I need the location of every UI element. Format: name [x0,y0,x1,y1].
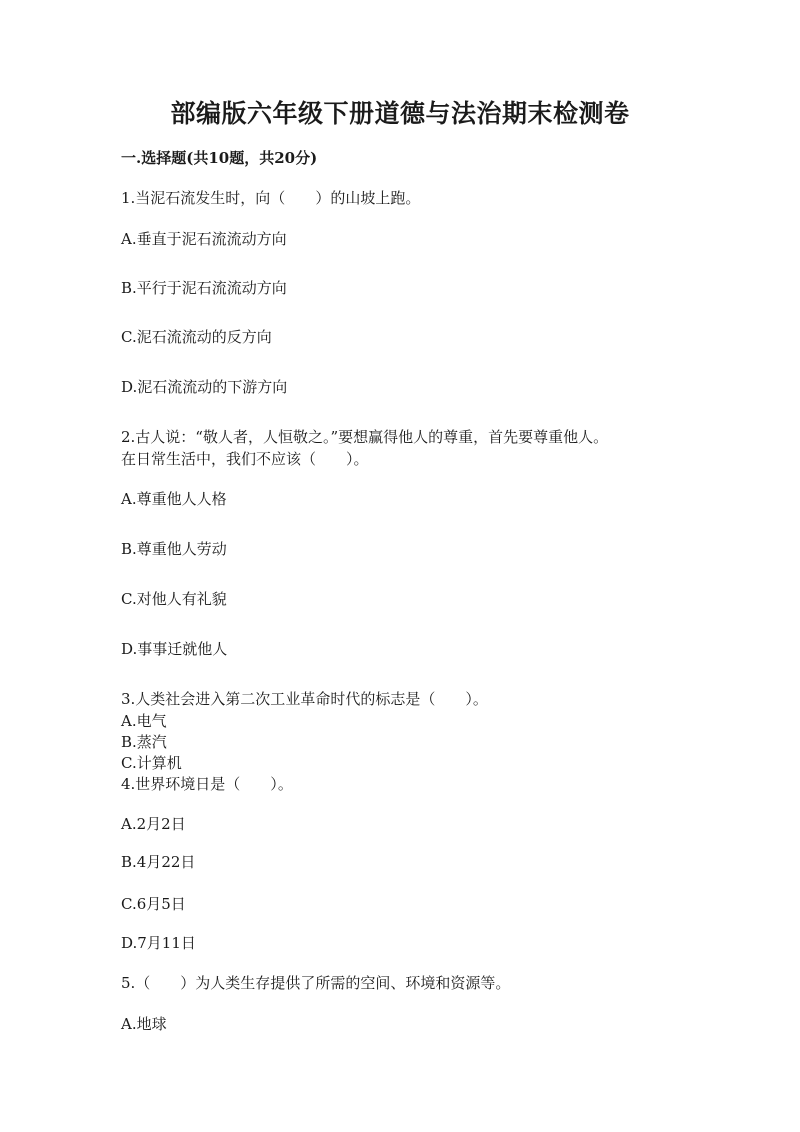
question-3-option-c: C.计算机 [121,754,182,772]
question-4-option-b: B.4月22日 [121,853,196,871]
question-3-stem: 3.人类社会进入第二次工业革命时代的标志是（ ）。 [121,690,488,708]
question-1-option-d: D.泥石流流动的下游方向 [121,378,288,396]
question-2-option-b: B.尊重他人劳动 [121,540,227,558]
question-2-option-d: D.事事迁就他人 [121,640,228,658]
question-2-stem-line-2: 在日常生活中，我们不应该（ ）。 [121,450,369,468]
question-5-stem: 5.（ ）为人类生存提供了所需的空间、环境和资源等。 [121,974,511,992]
question-4-option-d: D.7月11日 [121,934,196,952]
question-5-option-a: A.地球 [121,1015,167,1033]
question-2-option-a: A.尊重他人人格 [121,490,227,508]
question-2-stem-line-1: 2.古人说：“敬人者，人恒敬之。”要想赢得他人的尊重，首先要尊重他人。 [121,428,609,446]
question-4-option-c: C.6月5日 [121,895,186,913]
question-1-option-b: B.平行于泥石流流动方向 [121,279,287,297]
question-3-option-a: A.电气 [121,712,167,730]
question-4-option-a: A.2月2日 [121,815,186,833]
section-heading: 一.选择题(共10题，共20分) [121,149,318,167]
question-1-option-a: A.垂直于泥石流流动方向 [121,230,287,248]
question-1-option-c: C.泥石流流动的反方向 [121,328,272,346]
question-2-option-c: C.对他人有礼貌 [121,590,227,608]
exam-title: 部编版六年级下册道德与法治期末检测卷 [170,99,630,128]
question-4-stem: 4.世界环境日是（ ）。 [121,775,293,793]
question-1-stem: 1.当泥石流发生时，向（ ）的山坡上跑。 [121,189,421,207]
question-3-option-b: B.蒸汽 [121,733,167,751]
